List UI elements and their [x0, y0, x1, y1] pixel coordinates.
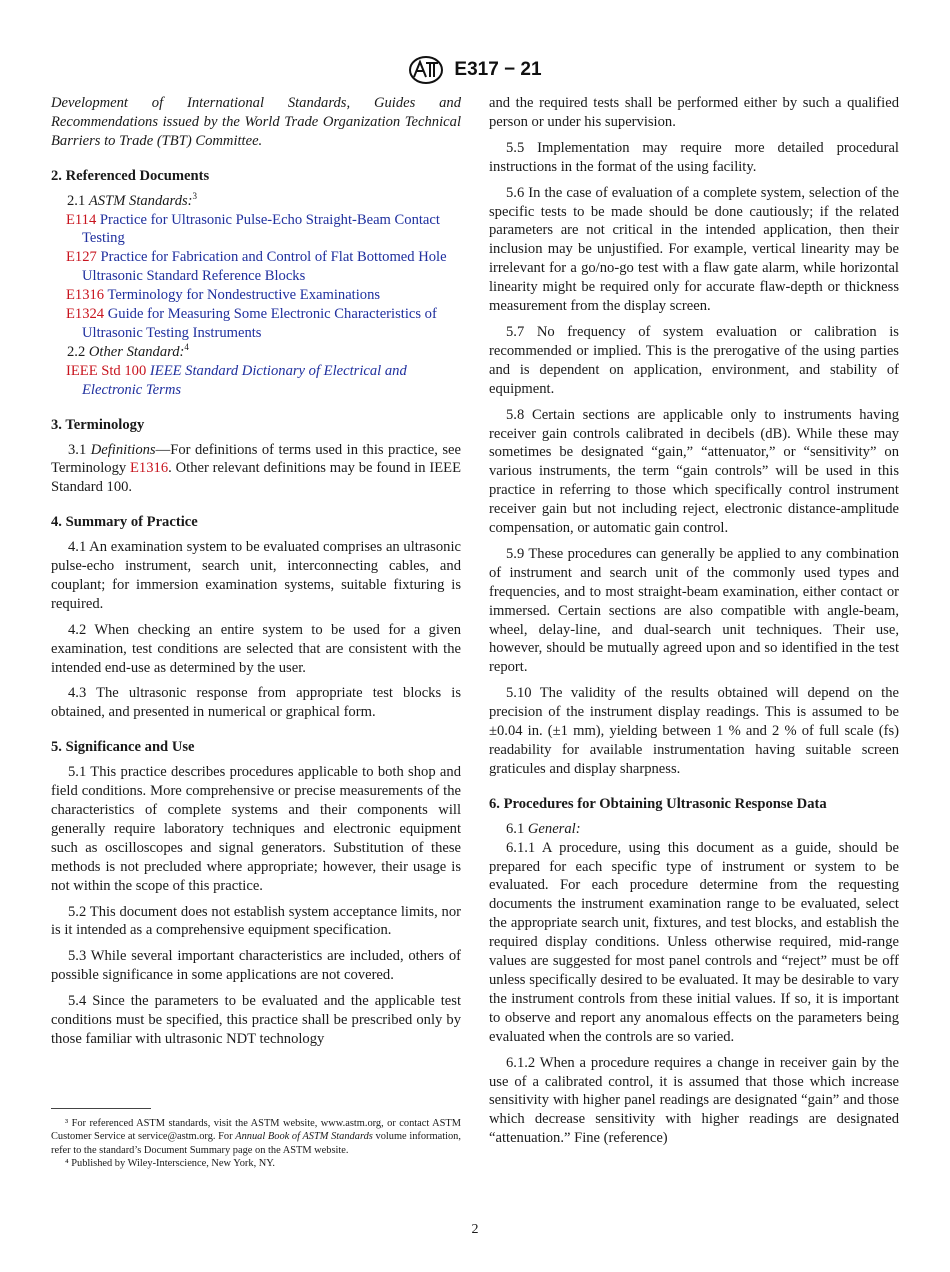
left-column — [51, 94, 461, 1056]
intro-text: Development of International Standards, Guides and Recommendations issued by the World Trade Organization Technical Barriers to Trade (TBT) Committee. — [51, 95, 461, 149]
footnote-3: ³ For referenced ASTM standards, visit the ASTM website, www.astm.org, or contact ASTM Customer Service at service@astm.org. For Annual Book of ASTM Standards volume information, refer to the standard’s Document Summary page on the ASTM website. — [51, 1118, 461, 1156]
astm-standards-subsection: 2.1 ASTM Standards:$^3$ — [67, 190, 198, 209]
paragraph-5-10: 5.10 The validity of the results obtained will depend on the precision of the instrument display readings. This is assumed to be ±0.04 in. (±1 mm), yielding between 1 % and 2 % of full scale (fs) readability for available instrumentation having suitable screen graticules and display sharpness. — [489, 685, 899, 777]
paragraph-5-9: 5.9 These procedures can generally be applied to any combination of instrument and search unit of the commonly used types and frequencies, and to most straight-beam examination, either contact or immersed. Certain sections are also compatible with angle-beam, wheel, delay-line, and dual-search unit techniques. Their use, however, should be mutually agreed upon and so identified in the test report. — [489, 545, 899, 676]
paragraph-5-6: 5.6 In the case of evaluation of a complete system, selection of the specific tests to be made should be done cautiously; if the related parameters are not critical in the intended application, then their inclusion may be unjustified. For example, vertical linearity may be irrelevant for a go/no-go test with a flaw gate alarm, while horizontal linearity might be required only for accurate flaw-depth or thickness measurement from the display screen. — [489, 184, 899, 315]
section-3-heading: 3. Terminology — [51, 416, 145, 433]
paragraph-6-1: 6.1 General: — [506, 820, 581, 837]
paragraph-5-1: 5.1 This practice describes procedures applicable to both shop and field conditions. More comprehensive or precise measurements of the characteristics of complete systems and their components will generally require laboratory techniques and electronic equipment such as oscilloscopes and signal generators. Substitution of these methods is not precluded where appropriate; however, their usage is not within the scope of this practice. — [51, 764, 461, 894]
right-column — [489, 94, 899, 1155]
page-header — [0, 55, 950, 85]
ref-item-e114[interactable]: E114 Practice for Ultrasonic Pulse-Echo Straight-Beam Contact Testing — [66, 211, 440, 247]
footnote-divider — [51, 1108, 151, 1109]
paragraph-5-2: 5.2 This document does not establish system acceptance limits, nor is it intended as a comprehensive equipment specification. — [51, 903, 461, 939]
ref-item-ieee[interactable]: IEEE Std 100 IEEE Standard Dictionary of Electrical and Electronic Terms — [66, 362, 407, 398]
paragraph-6-1-1: 6.1.1 A procedure, using this document as a guide, should be prepared for each specific type of instrument or system to be evaluated. For each procedure determine from the requesting documents the instrument examination range to be evaluated, select the appropriate search unit, fixtures, and test blocks, and establish the required display conditions. Unless otherwise required, mid-range values are suggested for most panel controls and “reject” must be off unless specifically desired to be evaluated. It may be desirable to vary the instrument controls from these initial values. If so, it is important to observe and report any anomalous effects on the parameters being evaluated when the controls are so varied. — [489, 839, 899, 1045]
link-e1316[interactable]: E1316 — [130, 460, 169, 477]
ref-item-e1324[interactable]: E1324 Guide for Measuring Some Electronic Characteristics of Ultrasonic Testing Instruments — [66, 306, 437, 341]
astm-logo-icon — [408, 55, 444, 85]
other-standard-subsection: 2.2 Other Standard:$^4$ — [67, 342, 189, 360]
standard-designation: E317 − 21 — [454, 59, 542, 80]
paragraph-5-8: 5.8 Certain sections are applicable only to instruments having receiver gain controls calibrated in decibels (dB). While these may sometimes be designated “gain,” “attenuator,” or “sensitivity” on various instruments, the term “gain controls” will be used in this practice in referring to those which specifically control instrument receiver gain but not including reject, electronic distance-amplitude compensation, or automatic gain control. — [489, 406, 899, 537]
section-2-heading: 2. Referenced Documents — [51, 167, 210, 184]
paragraph-4-2: 4.2 When checking an entire system to be used for a given examination, test conditions are selected that are consistent with the intended end-use as determined by the user. — [51, 621, 461, 676]
ref-item-e127[interactable]: E127 Practice for Fabrication and Control of Flat Bottomed Hole Ultrasonic Standard Reference Blocks — [66, 249, 447, 285]
paragraph-4-3: 4.3 The ultrasonic response from appropriate test blocks is obtained, and presented in numerical or graphical form. — [51, 685, 461, 721]
paragraph-4-1: 4.1 An examination system to be evaluated comprises an ultrasonic pulse-echo instrument, search unit, interconnecting cables, and couplant; for immersion examination systems, suitable fixturing is required. — [51, 539, 461, 612]
paragraph-5-7: 5.7 No frequency of system evaluation or calibration is recommended or implied. This is the prerogative of the using parties and is dependent on application, environment, and stability of equipment. — [489, 323, 899, 397]
paragraph-5-3: 5.3 While several important characteristics are included, others of possible significance in some applications are not covered. — [51, 948, 461, 984]
paragraph-3-1: 3.1 Definitions—For definitions of terms used in this practice, see Terminology E1316. Other relevant definitions may be found in IEEE Standard 100. — [51, 441, 462, 496]
section-6-heading: 6. Procedures for Obtaining Ultrasonic Response Data — [489, 795, 827, 812]
paragraph-5-5: 5.5 Implementation may require more detailed procedural instructions in the format of the using facility. — [489, 139, 899, 175]
paragraph-6-1-2: 6.1.2 When a procedure requires a change in receiver gain by the use of a calibrated control, it is assumed that those which increase sensitivity with higher panel readings are designated “gain” and those which decrease sensitivity with higher readings are designated “attenuation.” Fine (reference) — [489, 1054, 899, 1147]
paragraph-5-4: 5.4 Since the parameters to be evaluated and the applicable test conditions must be specified, this practice shall be prescribed only by those familiar with ultrasonic NDT technology — [51, 993, 461, 1047]
section-5-heading: 5. Significance and Use — [51, 739, 195, 756]
page-number: 2 — [471, 1222, 479, 1237]
footnotes — [51, 1117, 461, 1171]
ref-item-e1316[interactable]: E1316 Terminology for Nondestructive Examinations — [66, 287, 381, 304]
footnote-4: ⁴ Published by Wiley-Interscience, New York, NY. — [65, 1158, 276, 1170]
section-4-heading: 4. Summary of Practice — [51, 514, 198, 531]
paragraph-5-4-continued: and the required tests shall be performed either by such a qualified person or under his supervision. — [489, 95, 899, 130]
